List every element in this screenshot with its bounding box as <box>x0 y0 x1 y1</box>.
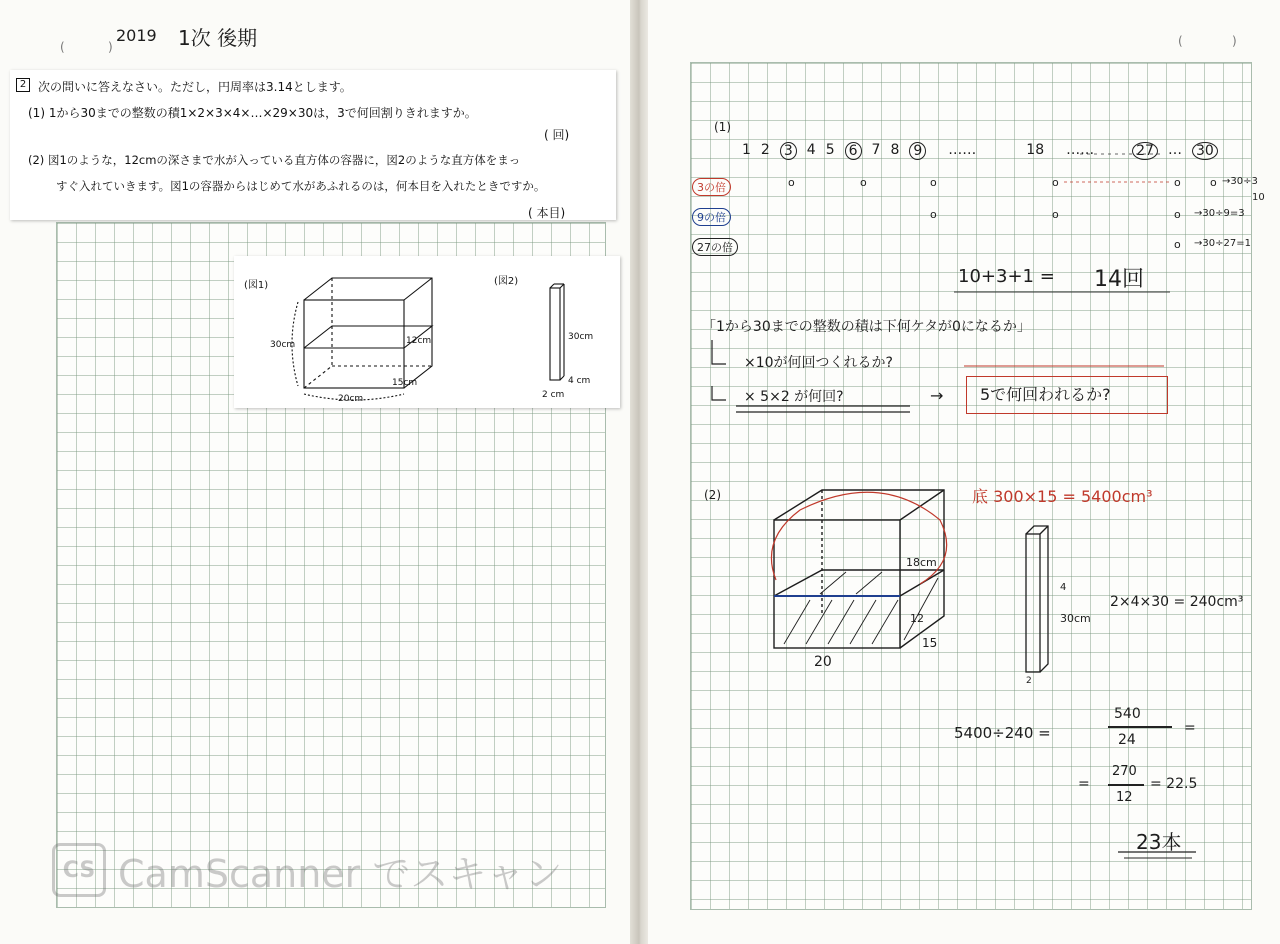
problem-number-box: 2 <box>16 78 30 92</box>
seq-dots-3: … <box>1167 142 1182 158</box>
seq-2: 2 <box>760 142 770 158</box>
calc-frac-num: 540 <box>1114 706 1141 722</box>
question-2-answer: ( 本目) <box>528 206 566 220</box>
question-2-line1: (2) 図1のような，12cmの深さまで水が入っている直方体の容器に，図2のような直方体をまっ <box>28 153 521 167</box>
solution-q1-label: (1) <box>714 120 731 134</box>
mark-9-b: o <box>1052 208 1059 221</box>
box-water-label: 18cm <box>906 556 937 569</box>
fig1-width-label: 20cm <box>338 394 364 404</box>
seq-1: 1 <box>742 142 751 158</box>
box-fifteen-label: 15 <box>922 636 938 650</box>
mark-9-a: o <box>930 208 937 221</box>
exam-note: 1次 後期 <box>178 26 258 50</box>
idea-box-text: 5で何回われるか? <box>980 385 1111 404</box>
calc-frac-bar <box>1108 726 1172 728</box>
rod-volume: 2×4×30 = 240cm³ <box>1110 594 1244 610</box>
seq-dots-1: …… <box>948 142 977 158</box>
rod-height-label: 30cm <box>1060 612 1091 625</box>
fig1-height-label: 30cm <box>270 340 296 350</box>
seq-4: 4 <box>806 142 816 158</box>
solution-q2-label: (2) <box>704 488 721 502</box>
problem-intro: 次の問いに答えなさい。ただし，円周率は3.14とします。 <box>38 80 352 94</box>
calc-frac2-den: 12 <box>1116 790 1133 805</box>
box-twenty-label: 20 <box>814 654 832 670</box>
header-paren-right-close: ) <box>1232 34 1237 48</box>
seq-27: 27 <box>1132 142 1158 160</box>
idea-sub-2: × 5×2 が何回? <box>744 389 844 405</box>
sum-expression: 10+3+1 = <box>958 266 1055 287</box>
calc-frac2-bar <box>1108 784 1144 786</box>
row-27-label: 27の倍 <box>692 236 738 256</box>
header-paren-left-close: ) <box>108 40 113 54</box>
idea-sub-1: ×10が何回つくれるか? <box>744 355 893 371</box>
fig2-label: (図2) <box>494 276 519 287</box>
area-note: 底 300×15 = 5400cm³ <box>972 487 1153 506</box>
mark-27-a: o <box>1174 238 1181 251</box>
mark-3-c: o <box>930 176 937 189</box>
calc-line-2-tail: = 22.5 <box>1150 776 1198 792</box>
seq-5: 5 <box>825 142 835 158</box>
answer-2: 23本 <box>1136 830 1182 854</box>
calc-tail: = <box>1184 720 1196 736</box>
camscanner-logo: CS <box>52 843 106 897</box>
fig1-water-label: 12cm <box>406 336 432 346</box>
box-twelve-label: 12 <box>910 612 924 625</box>
mark-3-a: o <box>788 176 795 189</box>
fig1-label: (図1) <box>244 280 269 291</box>
row-3-label: 3の倍 <box>692 176 731 196</box>
question-1-answer: ( 回) <box>544 128 570 142</box>
calc-line-1: 5400÷240 = <box>954 724 1051 742</box>
seq-3: 3 <box>780 142 797 160</box>
seq-8: 8 <box>890 142 900 158</box>
mark-3-d: o <box>1052 176 1059 189</box>
row-3-note: →30÷3 <box>1222 176 1258 187</box>
row-27-note: →30÷27=1 <box>1194 238 1251 249</box>
calc-frac-den: 24 <box>1118 732 1136 748</box>
question-1: (1) 1から30までの整数の積1×2×3×4×…×29×30は，3で何回割りきれますか。 <box>28 106 477 120</box>
header-paren-left: ( <box>60 40 65 54</box>
idea-line: 「1から30までの整数の積は下何ケタが0になるか」 <box>702 319 1031 335</box>
seq-9: 9 <box>909 142 926 160</box>
seq-7: 7 <box>871 142 881 158</box>
row-3-result: 10 <box>1252 192 1265 203</box>
fig2-width-label: 2 cm <box>542 390 565 400</box>
answer-1: 14回 <box>1094 267 1144 292</box>
mark-3-b: o <box>860 176 867 189</box>
fig2-depth-label: 4 cm <box>568 376 591 386</box>
date-note: 2019 <box>116 26 157 45</box>
calc-frac2-num: 270 <box>1112 764 1137 779</box>
seq-30: 30 <box>1192 142 1218 160</box>
fig1-depth-label: 15cm <box>392 378 418 388</box>
row-9-note: →30÷9=3 <box>1194 208 1245 219</box>
rod-base-label: 2 <box>1026 676 1032 686</box>
seq-dots-2: …… <box>1066 142 1095 158</box>
mark-3-f: o <box>1210 176 1217 189</box>
header-paren-right: ( <box>1178 34 1183 48</box>
question-2-line2: すぐ入れていきます。図1の容器からはじめて水があふれるのは，何本目を入れたときですか。 <box>56 179 546 193</box>
mark-3-e: o <box>1174 176 1181 189</box>
calc-line-2-eq: = <box>1078 776 1090 792</box>
seq-6: 6 <box>845 142 862 160</box>
row-9-label: 9の倍 <box>692 206 731 226</box>
rod-side-label: 4 <box>1060 582 1067 593</box>
mark-9-c: o <box>1174 208 1181 221</box>
seq-18: 18 <box>1026 142 1045 158</box>
idea-arrow: → <box>930 386 944 405</box>
fig2-height-label: 30cm <box>568 332 594 342</box>
camscanner-text: CamScanner でスキャン <box>118 851 563 896</box>
